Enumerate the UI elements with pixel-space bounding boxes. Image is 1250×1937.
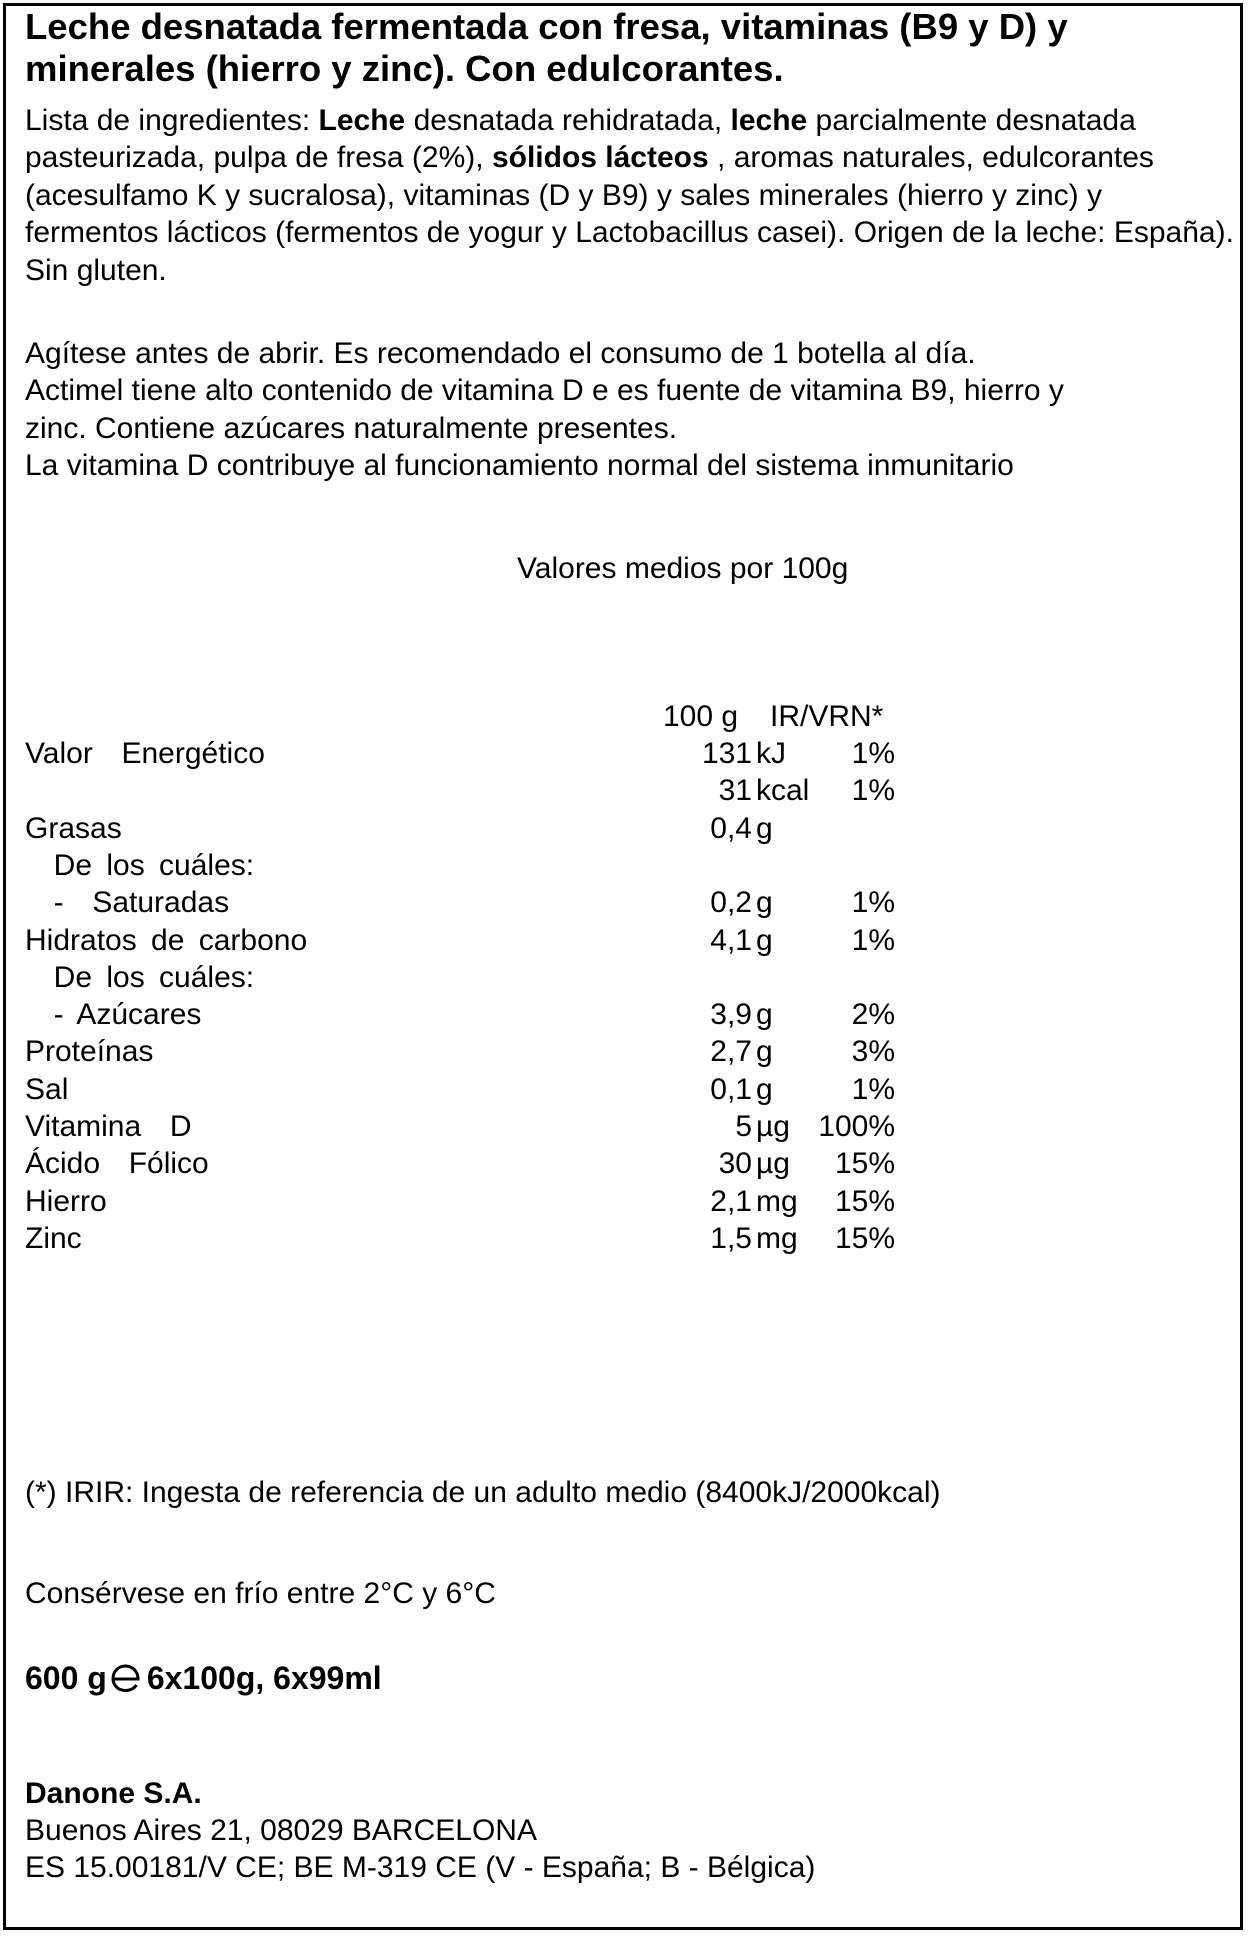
product-title-line: Leche desnatada fermentada con fresa, vitaminas (B9 y D) y	[25, 6, 1068, 47]
nutrient-unit: g	[756, 886, 773, 920]
nutrient-ir-percent: 1%	[851, 886, 895, 920]
nutrient-ir-percent: 1%	[851, 923, 895, 957]
nutrient-amount: 131	[701, 737, 752, 770]
nutrition-col-ir: IR/VRN*	[770, 700, 884, 733]
claim-note: Actimel tiene alto contenido de vitamina D e es fuente de vitamina B9, hierro y	[25, 374, 1064, 407]
nutrition-row	[0, 996, 1250, 1033]
nutrient-unit: µg	[756, 1147, 790, 1181]
ingredients-text: , aromas naturales, edulcorantes (acesulfamo K y sucralosa), vitaminas (D y B9) y sales minerales (hierro y zinc) y fermentos lácticos (fermentos de yogur y Lactobacillus casei). Origen de la leche: España). Sin gluten.	[25, 141, 1234, 287]
nutrient-label: Valor Energético	[25, 737, 265, 770]
ingredients-text: parcialmente desnatada pasteurizada, pulpa de fresa (2%),	[25, 104, 1136, 175]
nutrient-label: Hierro	[25, 1184, 107, 1218]
nutrient-ir-percent: 3%	[851, 1035, 895, 1069]
nutrient-label: Hidratos de carbono	[25, 923, 308, 957]
nutrient-amount: 0,2	[710, 886, 752, 920]
nutrient-unit: g	[756, 1035, 773, 1069]
nutrition-row	[0, 1071, 1250, 1108]
nutrient-label: Grasas	[25, 811, 122, 845]
pack-detail: 6x100g, 6x99ml	[146, 1660, 382, 1696]
nutrient-amount: 2,1	[710, 1184, 752, 1218]
nutrition-row	[0, 735, 1250, 772]
nutrition-row	[0, 847, 1250, 884]
nutrient-amount: 3,9	[710, 998, 752, 1032]
nutrient-ir-percent: 100%	[818, 1110, 895, 1143]
nutrient-label: De los cuáles:	[25, 960, 255, 994]
nutrient-ir-percent: 2%	[851, 998, 895, 1032]
nutrient-amount: 31	[718, 774, 752, 808]
nutrient-unit: g	[756, 998, 773, 1032]
nutrient-unit: mg	[756, 1184, 798, 1218]
ingredients-text: desnatada rehidratada,	[405, 104, 731, 137]
product-title	[25, 6, 1230, 90]
nutrient-unit: kcal	[756, 774, 810, 808]
allergen-milk: leche	[730, 104, 808, 137]
nutrient-unit: g	[756, 923, 773, 957]
nutrient-amount: 0,4	[710, 811, 752, 845]
nutrient-label: - Saturadas	[25, 886, 230, 920]
nutrient-amount: 5	[735, 1110, 752, 1143]
nutrient-ir-percent: 15%	[834, 1147, 895, 1181]
storage-note: Consérvese en frío entre 2°C y 6°C	[25, 1577, 496, 1610]
nutrient-unit: kJ	[756, 737, 786, 770]
allergen-milk: Leche	[318, 104, 406, 137]
nutrition-row	[0, 1108, 1250, 1145]
nutrition-heading: Valores medios por 100g	[517, 552, 849, 585]
nutrition-row	[0, 959, 1250, 996]
claim-note: zinc. Contiene azúcares naturalmente presentes.	[25, 412, 678, 445]
nutrient-amount: 1,5	[710, 1221, 752, 1255]
nutrient-ir-percent: 1%	[851, 1072, 895, 1106]
nutrient-label: Ácido Fólico	[25, 1147, 209, 1181]
nutrient-amount: 4,1	[710, 923, 752, 957]
nutrition-row	[0, 1220, 1250, 1257]
ingredients-list	[25, 102, 1235, 289]
nutrient-amount: 0,1	[710, 1072, 752, 1106]
nutrient-label: Proteínas	[25, 1035, 154, 1069]
nutrient-label: Zinc	[25, 1221, 82, 1255]
ingredients-prefix: Lista de ingredientes:	[25, 104, 319, 137]
allergen-milk-solids: sólidos lácteos	[491, 141, 709, 175]
nutrition-row	[0, 810, 1250, 847]
nutrient-amount: 30	[718, 1147, 752, 1181]
nutrition-row	[0, 1033, 1250, 1070]
footnote: (*) IRIR: Ingesta de referencia de un adulto medio (8400kJ/2000kcal)	[25, 1476, 941, 1509]
usage-note: Agítese antes de abrir. Es recomendado el consumo de 1 botella al día.	[25, 337, 976, 370]
nutrient-label: - Azúcares	[25, 998, 202, 1032]
nutrient-ir-percent: 1%	[851, 774, 895, 808]
nutrient-amount: 2,7	[710, 1035, 752, 1069]
nutrition-col-amount: 100 g	[663, 700, 739, 733]
net-weight: 600 g	[25, 1660, 107, 1696]
nutrient-ir-percent: 15%	[834, 1221, 895, 1255]
health-claim: La vitamina D contribuye al funcionamiento normal del sistema inmunitario	[25, 449, 1014, 482]
nutrient-unit: mg	[756, 1221, 798, 1255]
nutrient-unit: µg	[756, 1110, 790, 1143]
net-quantity	[25, 1658, 382, 1698]
nutrition-row	[0, 772, 1250, 809]
nutrition-row	[0, 922, 1250, 959]
company-address: Buenos Aires 21, 08029 BARCELONA	[25, 1814, 537, 1847]
company-registry: ES 15.00181/V CE; BE M-319 CE (V - España; B - Bélgica)	[25, 1851, 816, 1884]
company-name: Danone S.A.	[25, 1777, 202, 1810]
nutrient-label: De los cuáles:	[25, 848, 255, 882]
nutrition-row	[0, 884, 1250, 921]
nutrient-unit: g	[756, 811, 773, 845]
estimated-e-icon	[109, 1663, 143, 1693]
product-title-line: minerales (hierro y zinc). Con edulcorantes.	[25, 48, 784, 89]
nutrient-unit: g	[756, 1072, 773, 1106]
nutrient-label: Vitamina D	[25, 1110, 192, 1143]
nutrient-label: Sal	[25, 1072, 69, 1106]
nutrition-row	[0, 1183, 1250, 1220]
nutrient-ir-percent: 15%	[834, 1184, 895, 1218]
nutrition-row	[0, 1145, 1250, 1182]
nutrient-ir-percent: 1%	[851, 737, 895, 770]
